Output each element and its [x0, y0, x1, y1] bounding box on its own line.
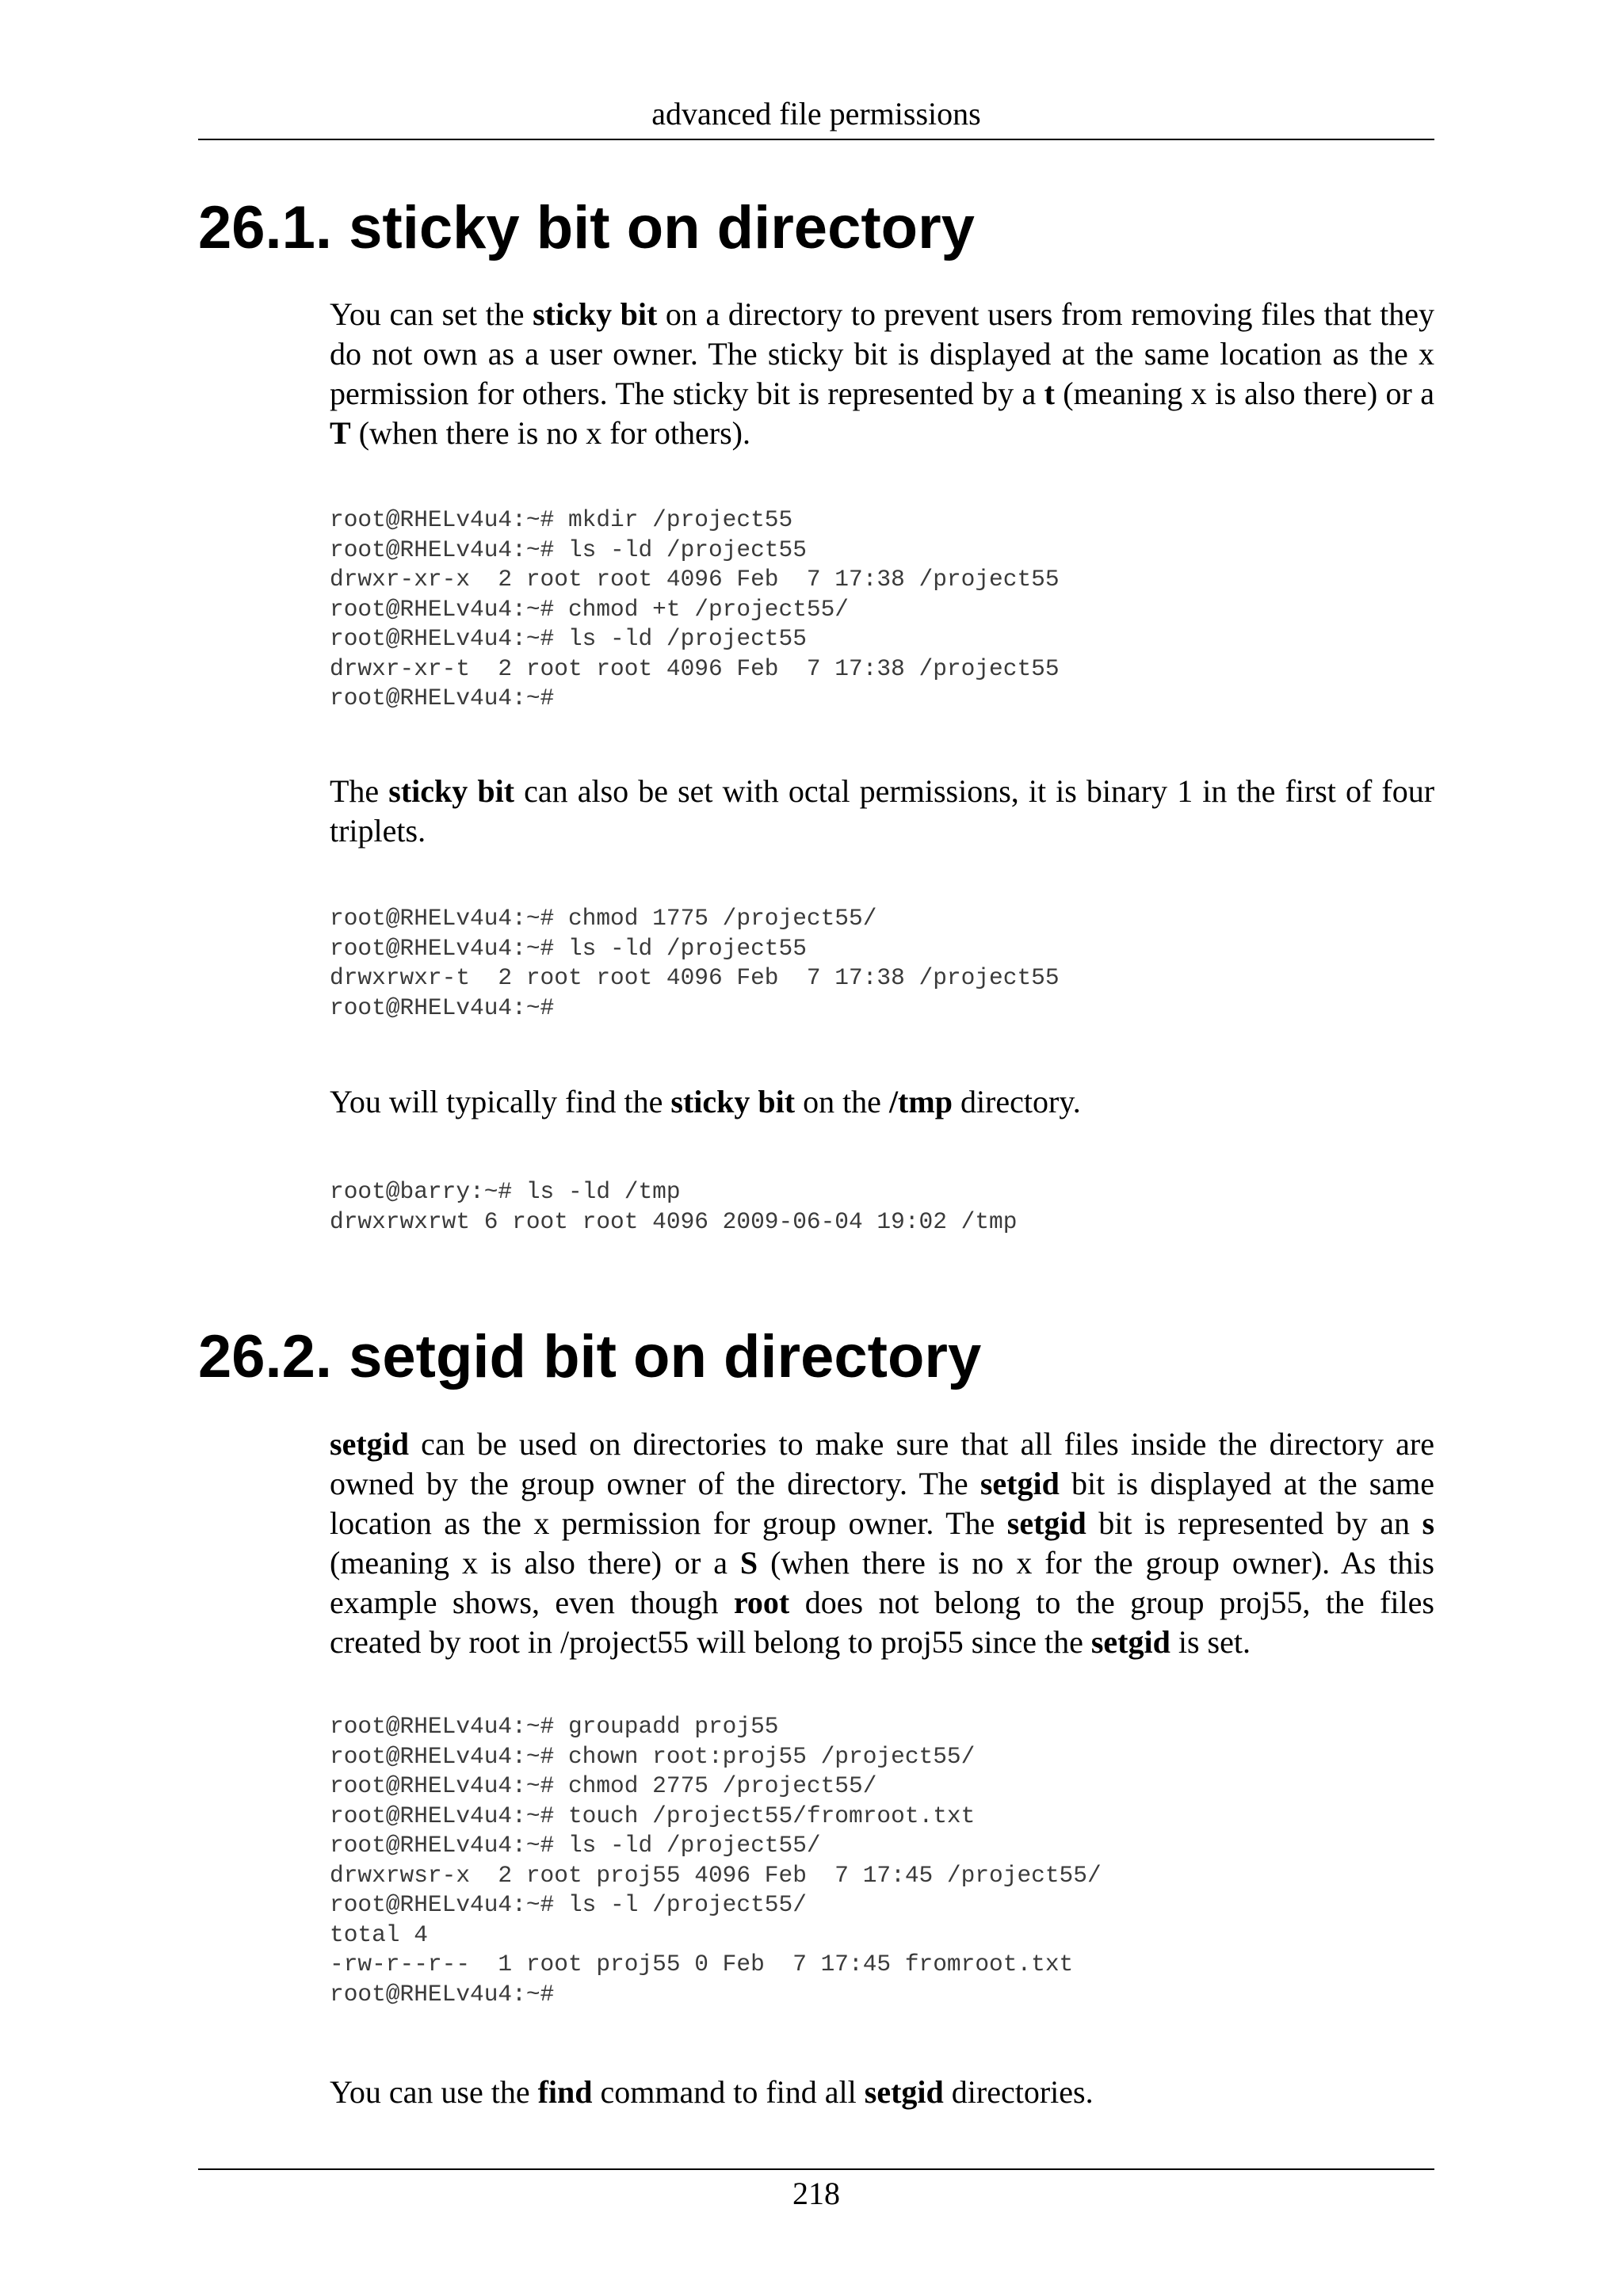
- code-line: root@RHELv4u4:~# mkdir /project55: [330, 506, 793, 533]
- footer-rule: [198, 2168, 1434, 2170]
- code-block-sticky-bit-chmod-t: [330, 505, 1060, 714]
- code-block-sticky-bit-octal: [330, 904, 1060, 1023]
- running-header: advanced file permissions: [651, 96, 981, 132]
- section-heading-setgid-bit: 26.2. setgid bit on directory: [198, 1323, 982, 1390]
- code-line: root@RHELv4u4:~# chmod 2775 /project55/: [330, 1772, 877, 1799]
- code-line: root@RHELv4u4:~# chmod +t /project55/: [330, 595, 850, 623]
- code-line: root@RHELv4u4:~# groupadd proj55: [330, 1713, 779, 1740]
- code-line: root@RHELv4u4:~#: [330, 685, 555, 711]
- code-block-setgid-example: [330, 1712, 1102, 2009]
- code-line: root@RHELv4u4:~# ls -ld /project55: [330, 536, 807, 563]
- header-rule: [198, 139, 1434, 140]
- paragraph-sticky-bit-tmp: You will typically find the sticky bit on the /tmp directory.: [330, 1084, 1081, 1119]
- paragraph-sticky-bit-intro: You can set the sticky bit on a directory to prevent users from removing files that they do not own as a user owner. The sticky bit is displayed at the same location as the x permission for others. The sticky bit is represented by a t (meaning x is also there) or a T (when there is no x for others).: [330, 296, 1434, 451]
- code-block-tmp-listing: [330, 1177, 1017, 1237]
- page-number: 218: [792, 2176, 840, 2211]
- code-line: root@RHELv4u4:~# ls -l /project55/: [330, 1891, 807, 1918]
- code-line: root@RHELv4u4:~# chown root:proj55 /project55/: [330, 1742, 976, 1770]
- code-line: total 4: [330, 1920, 428, 1948]
- code-line: root@barry:~# ls -ld /tmp: [330, 1178, 681, 1205]
- paragraph-setgid-find: You can use the find command to find all setgid directories.: [330, 2074, 1094, 2110]
- code-line: drwxrwxr-t 2 root root 4096 Feb 7 17:38 /project55: [330, 964, 1060, 991]
- code-line: drwxrwsr-x 2 root proj55 4096 Feb 7 17:45 /project55/: [330, 1861, 1102, 1889]
- paragraph-sticky-bit-octal: The sticky bit can also be set with octal permissions, it is binary 1 in the first of four triplets.: [330, 773, 1435, 849]
- code-line: root@RHELv4u4:~#: [330, 994, 555, 1021]
- code-line: root@RHELv4u4:~# ls -ld /project55: [330, 625, 807, 652]
- code-line: -rw-r--r-- 1 root proj55 0 Feb 7 17:45 fromroot.txt: [330, 1951, 1074, 1978]
- code-line: root@RHELv4u4:~# chmod 1775 /project55/: [330, 905, 877, 932]
- code-line: drwxr-xr-t 2 root root 4096 Feb 7 17:38 /project55: [330, 654, 1060, 682]
- section-heading-sticky-bit: 26.1. sticky bit on directory: [198, 194, 975, 261]
- code-line: drwxr-xr-x 2 root root 4096 Feb 7 17:38 /project55: [330, 566, 1060, 593]
- code-line: root@RHELv4u4:~#: [330, 1980, 555, 2008]
- code-line: root@RHELv4u4:~# ls -ld /project55/: [330, 1832, 821, 1859]
- code-line: drwxrwxrwt 6 root root 4096 2009-06-04 19:02 /tmp: [330, 1207, 1018, 1235]
- code-line: root@RHELv4u4:~# ls -ld /project55: [330, 934, 807, 962]
- paragraph-setgid-intro: setgid can be used on directories to make sure that all files inside the directory are owned by the group owner of the directory. The setgid bit is displayed at the same location as the x permission for group owner. The setgid bit is represented by an s (meaning x is also there) or a S (when there is no x for the group owner). As this example shows, even though root does not belong to the group proj55, the files created by root in /project55 will belong to proj55 since the setgid is set.: [330, 1426, 1435, 1660]
- code-line: root@RHELv4u4:~# touch /project55/fromroot.txt: [330, 1802, 976, 1829]
